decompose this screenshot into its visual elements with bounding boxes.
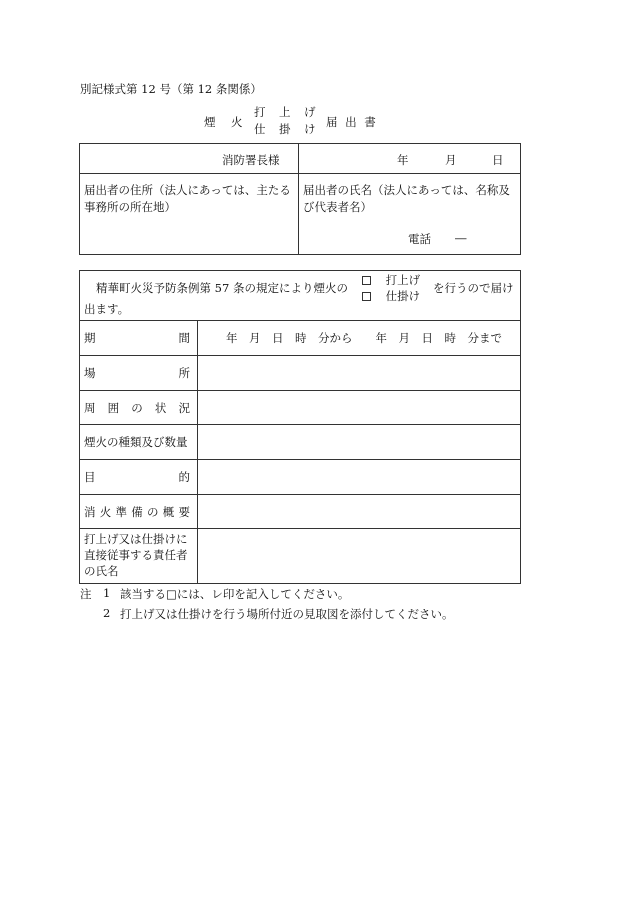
option-shikake-label: 仕掛け (385, 289, 421, 303)
row-label-char: 状 (154, 401, 167, 415)
divider (79, 528, 521, 529)
row-label-char: 概 (162, 505, 175, 519)
row-label-purpose (84, 469, 190, 485)
row-label-responsible-person: 打上げ又は仕掛けに直接従事する責任者の氏名 (84, 532, 188, 578)
row-label-char: 囲 (107, 401, 120, 415)
row-label-fire-prep (84, 504, 190, 520)
phone-separator: ― (455, 231, 467, 245)
row-label-fireworks-type: 煙火の種類及び数量 (84, 435, 188, 449)
date-year: 年 (397, 153, 409, 167)
row-label-char: 所 (178, 366, 190, 380)
divider (79, 459, 521, 460)
divider (79, 355, 521, 356)
row-label-char: 的 (178, 470, 190, 484)
row-label-char: 場 (84, 366, 96, 380)
row-label-char: 備 (131, 505, 143, 519)
divider (79, 173, 521, 174)
name-label: 届出者の氏名（法人にあっては、名称及び代表者名） (303, 183, 510, 214)
checkbox-uchiage[interactable] (362, 276, 371, 285)
row-label-char: 要 (178, 505, 190, 519)
divider (298, 143, 299, 255)
row-label-char: の (131, 401, 143, 415)
date-month: 月 (445, 153, 457, 167)
divider (79, 494, 521, 495)
row-label-char: 況 (178, 401, 190, 415)
row-label-char: 目 (84, 470, 96, 484)
title-prefix: 煙 火 (204, 115, 245, 129)
period-value: 年 月 日 時 分から 年 月 日 時 分まで (226, 331, 502, 345)
row-label-char: 消 (84, 505, 96, 519)
notification-text-after: を行うので届け (433, 281, 514, 295)
note-2-number: 2 (103, 606, 111, 620)
divider (79, 320, 521, 321)
option-uchiage (362, 272, 420, 288)
notification-text: 精華町火災予防条例第 57 条の規定により煙火の (96, 281, 348, 295)
row-label-char: 周 (84, 401, 96, 415)
row-label-char: 準 (115, 505, 127, 519)
row-label-surroundings (84, 400, 190, 416)
divider (79, 424, 521, 425)
row-label-place (84, 365, 190, 381)
option-shikake (362, 288, 420, 304)
note-1-text: 該当する□には、レ印を記入してください。 (120, 587, 350, 601)
note-1-number: 1 (103, 586, 111, 600)
checkbox-shikake[interactable] (362, 292, 371, 301)
address-label: 届出者の住所（法人にあっては、主たる事務所の所在地） (84, 183, 291, 214)
divider (79, 390, 521, 391)
option-uchiage-label: 打上げ (385, 273, 421, 287)
title-suffix: 届 出 書 (326, 115, 378, 129)
note-2-text: 打上げ又は仕掛けを行う場所付近の見取図を添付してください。 (120, 607, 454, 621)
title-option-lower: 仕 掛 け (254, 122, 317, 136)
row-label-period (84, 330, 190, 346)
date-day: 日 (492, 153, 504, 167)
row-label-char: 火 (99, 505, 112, 519)
phone-label: 電話 (408, 232, 431, 246)
addressee: 消防署長様 (222, 153, 280, 167)
notification-text-line2: 出ます。 (84, 302, 130, 316)
row-label-char: の (147, 505, 159, 519)
form-number: 別記様式第 12 号（第 12 条関係） (80, 82, 262, 96)
row-label-char: 間 (178, 331, 190, 345)
title-option-upper: 打 上 げ (254, 105, 317, 119)
divider (197, 320, 198, 584)
row-label-char: 期 (84, 331, 96, 345)
notes-heading: 注 (80, 587, 92, 601)
